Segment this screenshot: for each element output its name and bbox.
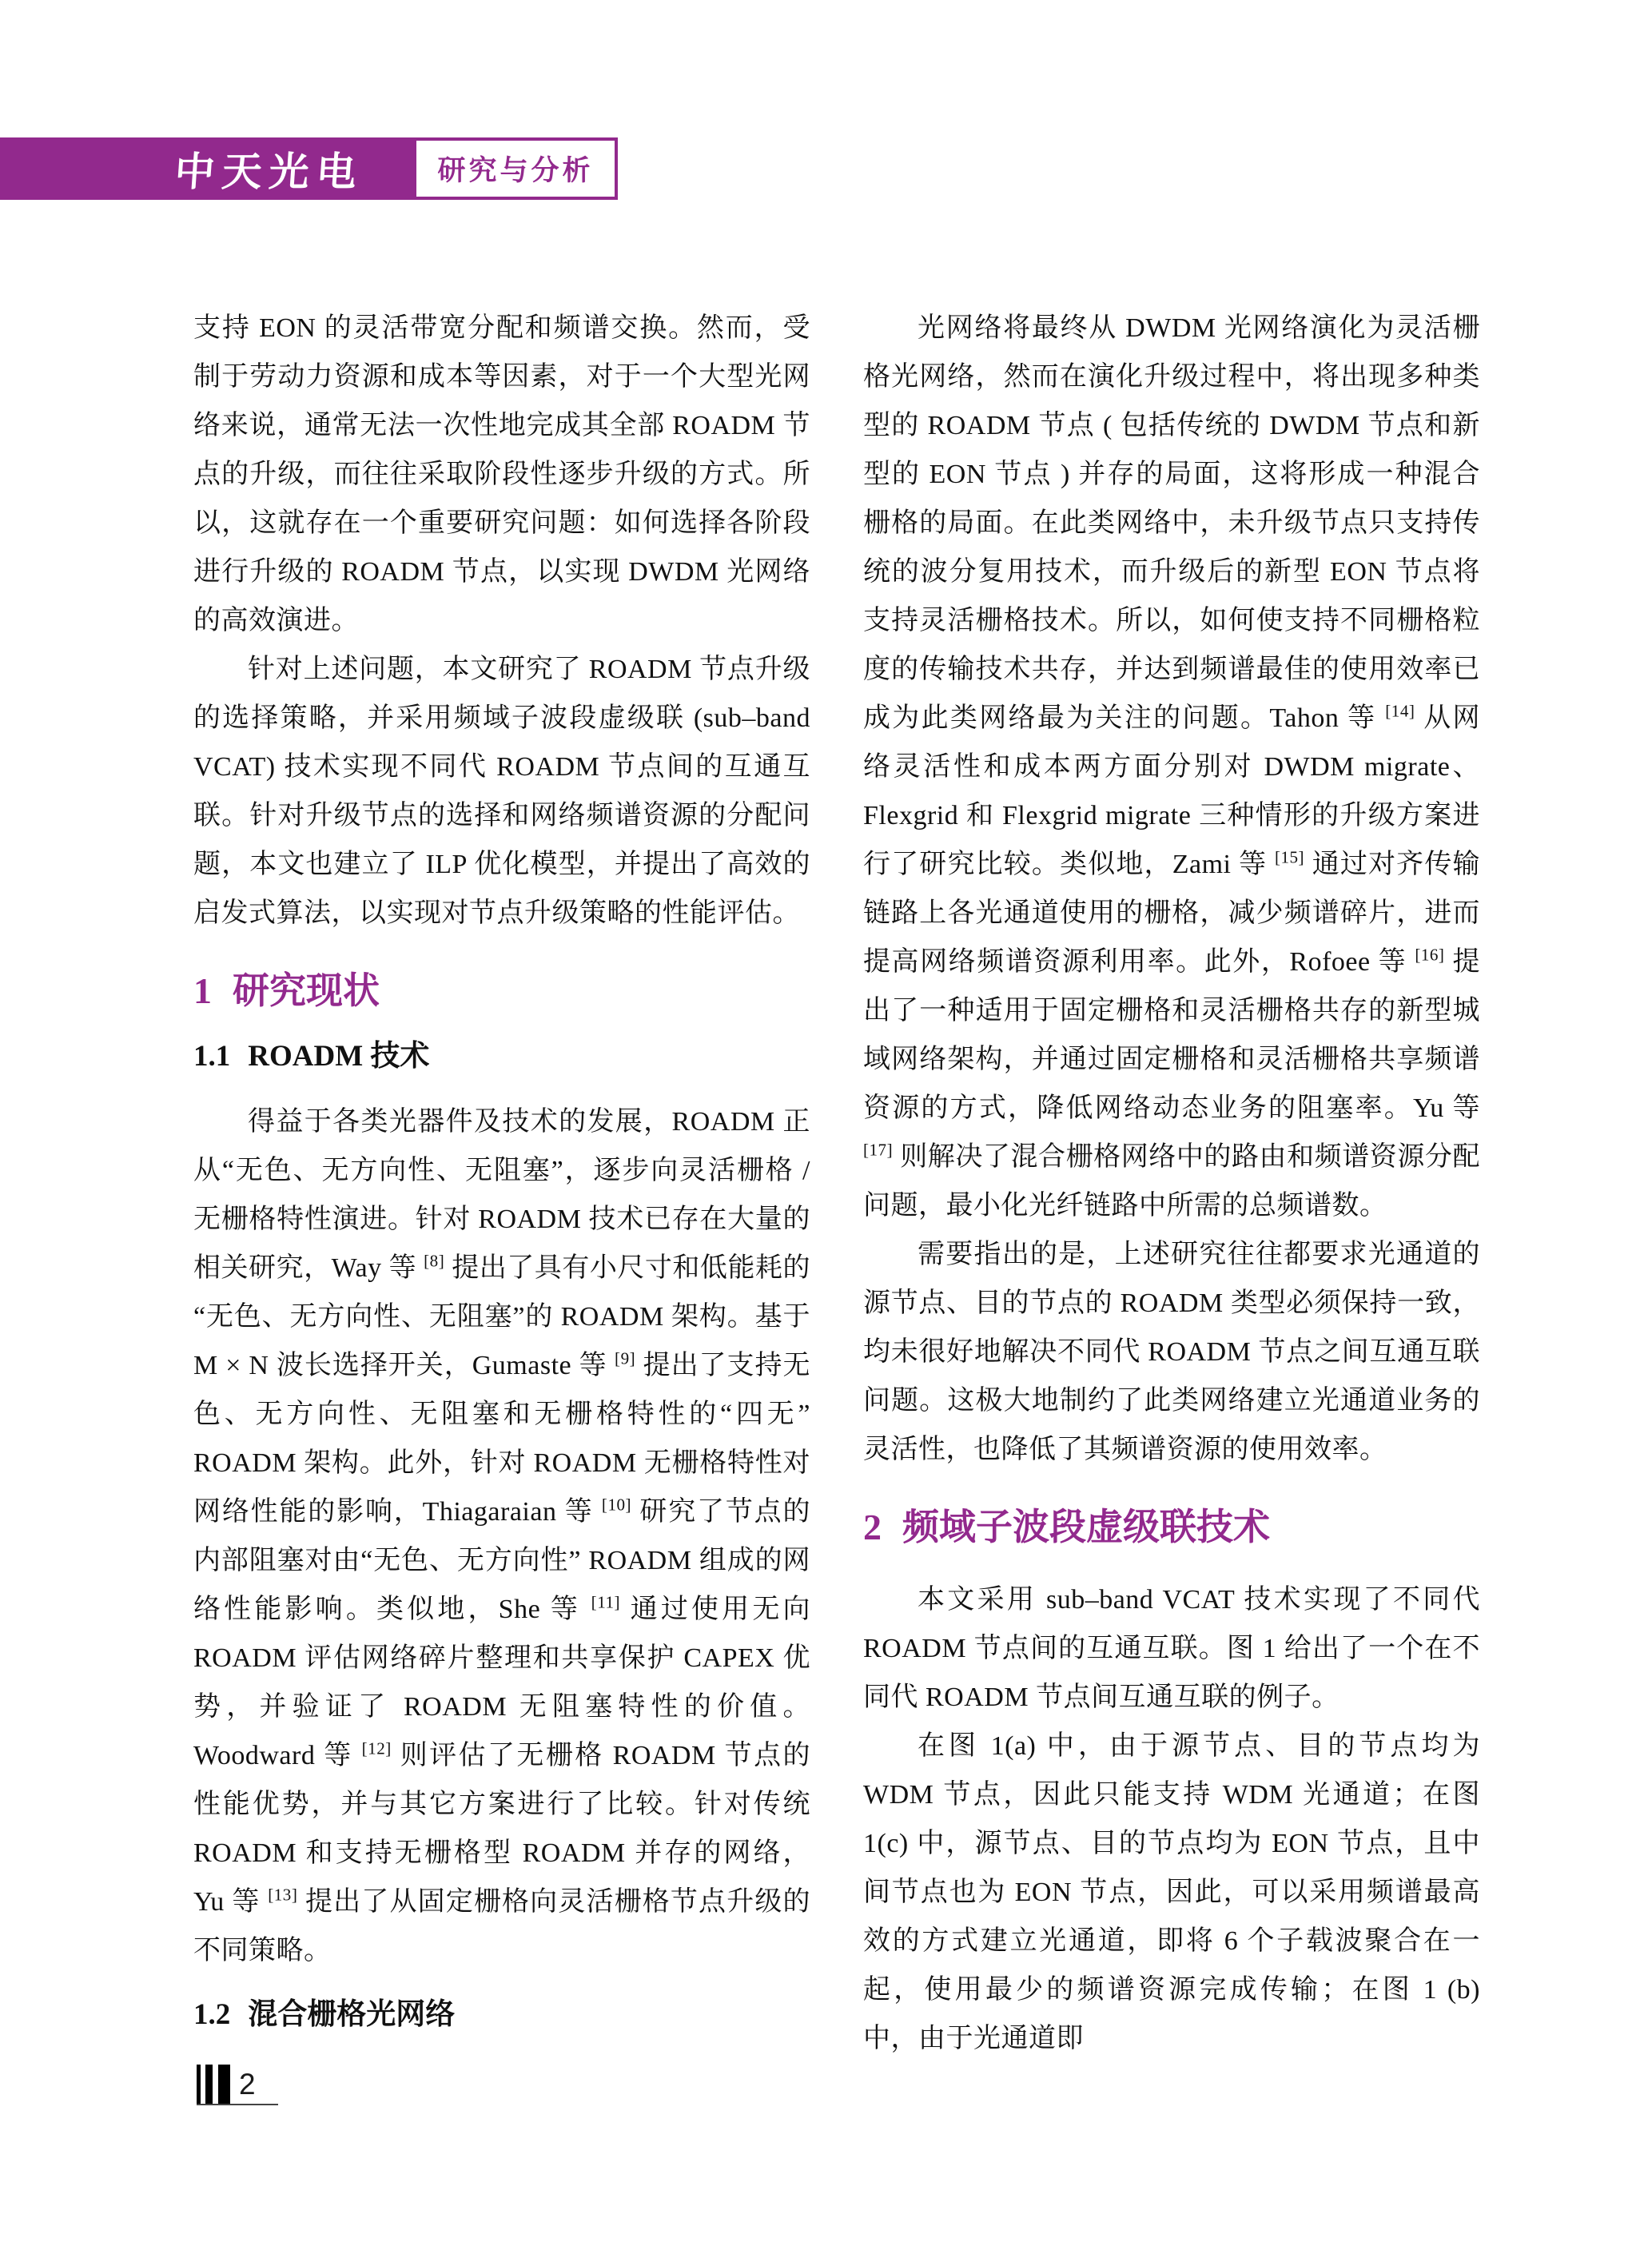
citation-ref: [10] (601, 1495, 632, 1515)
left-column (193, 304, 810, 2056)
citation-ref: [13] (268, 1885, 298, 1905)
paragraph: 针对上述问题，本文研究了 ROADM 节点升级的选择策略，并采用频域子波段虚级联 (sub–band VCAT) 技术实现不同代 ROADM 节点间的互通互联。针对升级节点的选择和网络频谱资源的分配问题，本文也建立了 ILP 优化模型，并提出了高效的启发式算法，以实现对节点升级策略的性能评估。 (193, 655, 810, 928)
heading-number: 1.1 (193, 1040, 231, 1073)
citation-ref: [16] (1415, 945, 1445, 965)
footer-rule (197, 2104, 278, 2105)
page-header (0, 137, 618, 200)
section-heading (193, 970, 810, 1012)
section-label: 研究与分析 (437, 155, 594, 186)
paragraph: 支持 EON 的灵活带宽分配和频谱交换。然而，受制于劳动力资源和成本等因素，对于一个大型光网络来说，通常无法一次性地完成其全部 ROADM 节点的升级，而往往采取阶段性逐步升级的方式。所以，这就存在一个重要研究问题：如何选择各阶段进行升级的 ROADM 节点，以实现 DWDM 光网络的高效演进。 (193, 313, 810, 635)
subsection-heading (193, 1997, 810, 2032)
heading-title: 混合栅格光网络 (248, 1998, 456, 2031)
section-label-box (413, 137, 618, 200)
citation-ref: [15] (1274, 847, 1305, 867)
footer-row (197, 2065, 484, 2105)
paragraph: 得益于各类光器件及技术的发展，ROADM 正从“无色、无方向性、无阻塞”，逐步向灵活栅格 / 无栅格特性演进。针对 ROADM 技术已存在大量的相关研究，Way 等 [8] 提出了具有小尺寸和低能耗的“无色、无方向性、无阻塞”的 ROADM 架构。基于 M × N 波长选择开关，Gumaste 等 [9] 提出了支持无色、无方向性、无阻塞和无栅格特性的“四无” ROADM 架构。此外，针对 ROADM 无栅格特性对网络性能的影响，Thiagaraian 等 [10] 研究了节点的内部阻塞对由“无色、无方向性” ROADM 组成的网络性能影响。类似地，She 等 [11] 通过使用无向 ROADM 评估网络碎片整理和共享保护 CAPEX 优势，并验证了 ROADM 无阻塞特性的价值。Woodward 等 [12] 则评估了无栅格 ROADM 节点的性能优势，并与其它方案进行了比较。针对传统 ROADM 和支持无栅格型 ROADM 并存的网络，Yu 等 [13] 提出了从固定栅格向灵活栅格节点升级的不同策略。 (193, 1107, 811, 1965)
paragraph: 本文采用 sub–band VCAT 技术实现了不同代 ROADM 节点间的互通互联。图 1 给出了一个在不同代 ROADM 节点间互通互联的例子。 (863, 1585, 1480, 1712)
citation-ref: [12] (361, 1738, 392, 1758)
page-number: 2 (239, 2068, 256, 2101)
brand-logo: 中天光电 (173, 148, 365, 195)
citation-ref: [8] (424, 1251, 445, 1271)
section-heading (863, 1506, 1480, 1548)
paragraph: 光网络将最终从 DWDM 光网络演化为灵活栅格光网络，然而在演化升级过程中，将出现多种类型的 ROADM 节点 ( 包括传统的 DWDM 节点和新型的 EON 节点 ) 并存的局面，这将形成一种混合栅格的局面。在此类网络中，未升级节点只支持传统的波分复用技术，而升级后的新型 EON 节点将支持灵活栅格技术。所以，如何使支持不同栅格粒度的传输技术共存，并达到频谱最佳的使用效率已成为此类网络最为关注的问题。Tahon 等 [14] 从网络灵活性和成本两方面分别对 DWDM migrate、Flexgrid 和 Flexgrid migrate 三种情形的升级方案进行了研究比较。类似地，Zami 等 [15] 通过对齐传输链路上各光通道使用的栅格，减少频谱碎片，进而提高网络频谱资源利用率。此外，Rofoee 等 [16] 提出了一种适用于固定栅格和灵活栅格共存的新型城域网络架构，并通过固定栅格和灵活栅格共享频谱资源的方式，降低网络动态业务的阻塞率。Yu 等 [17] 则解决了混合栅格网络中的路由和频谱资源分配问题，最小化光纤链路中所需的总频谱数。 (863, 313, 1481, 1221)
footer-bars-icon (197, 2065, 230, 2105)
heading-title: 频域子波段虚级联技术 (902, 1507, 1270, 1547)
heading-number: 1.2 (193, 1998, 231, 2031)
citation-ref: [9] (615, 1348, 636, 1368)
paragraph: 需要指出的是，上述研究往往都要求光通道的源节点、目的节点的 ROADM 类型必须保持一致，均未很好地解决不同代 ROADM 节点之间互通互联问题。这极大地制约了此类网络建立光通道业务的灵活性，也降低了其频谱资源的使用效率。 (863, 1240, 1480, 1464)
brand-bar (0, 137, 413, 200)
heading-number: 1 (193, 970, 212, 1011)
right-column (863, 304, 1480, 2063)
heading-title: 研究现状 (233, 970, 380, 1011)
paragraph: 在图 1(a) 中，由于源节点、目的节点均为 WDM 节点，因此只能支持 WDM 光通道；在图 1(c) 中，源节点、目的节点均为 EON 节点，且中间节点也为 EON 节点，因此，可以采用频谱最高效的方式建立光通道，即将 6 个子载波聚合在一起，使用最少的频谱资源完成传输；在图 1 (b) 中，由于光通道即 (863, 1731, 1480, 2053)
citation-ref: [17] (863, 1140, 894, 1160)
heading-title: ROADM 技术 (248, 1040, 430, 1073)
citation-ref: [11] (591, 1592, 621, 1612)
page-footer (197, 2065, 484, 2105)
heading-number: 2 (863, 1507, 882, 1547)
subsection-heading (193, 1039, 810, 1073)
citation-ref: [14] (1385, 701, 1415, 721)
